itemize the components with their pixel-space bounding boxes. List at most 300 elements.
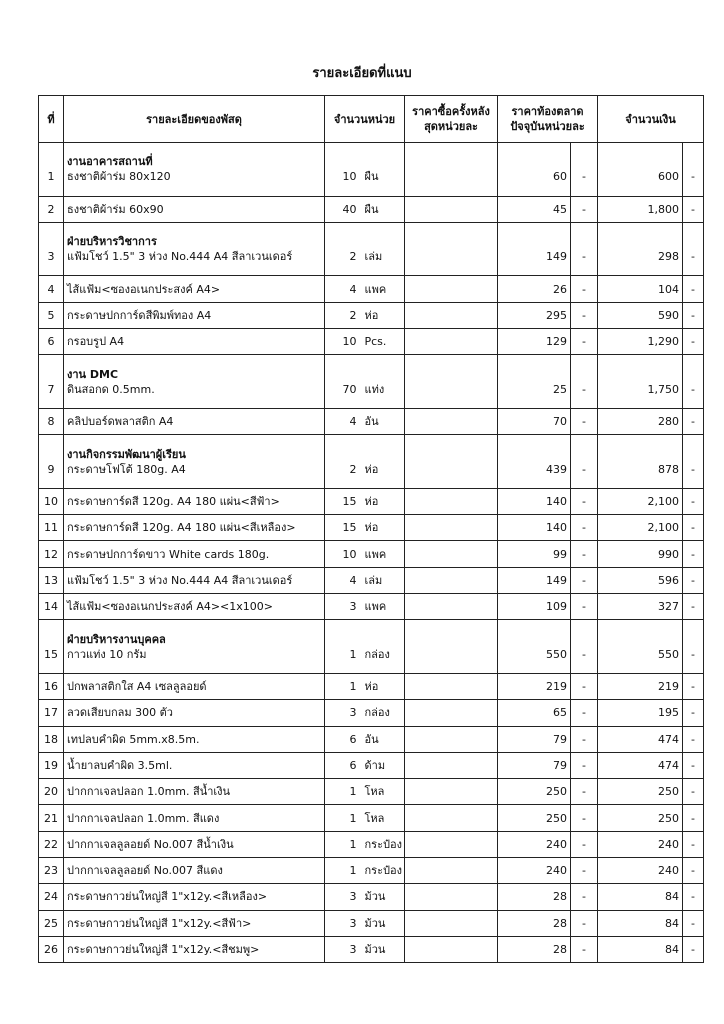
item-name: ไส้แฟ้ม<ซองอเนกประสงค์ A4> [64,276,325,302]
market-price: 99 [498,541,571,567]
amount: 474 [598,752,683,778]
table-row [39,302,704,328]
last-price [405,805,498,831]
item-unit: แพค [363,541,405,567]
market-price-dec: - [571,567,598,593]
last-price [405,302,498,328]
table-row [39,515,704,541]
last-price [405,248,498,276]
item-name: เทปลบคำผิด 5mm.x8.5m. [64,726,325,752]
market-price: 65 [498,700,571,726]
last-price-empty [405,143,498,169]
amount-dec: - [683,700,704,726]
last-price [405,461,498,489]
item-qty: 40 [325,196,363,222]
amount-dec: - [683,196,704,222]
item-name: คลิปบอร์ดพลาสติก A4 [64,408,325,434]
last-price [405,884,498,910]
item-qty: 4 [325,408,363,434]
last-price [405,858,498,884]
market-price: 439 [498,461,571,489]
item-unit: ห่อ [363,673,405,699]
amount: 878 [598,461,683,489]
amount: 84 [598,936,683,962]
header-last-price: ราคาซื้อครั้งหลังสุดหน่วยละ [405,96,498,143]
item-qty: 4 [325,276,363,302]
last-price [405,488,498,514]
item-name: ปากกาเจลลูลอยด์ No.007 สีแดง [64,858,325,884]
item-name: กระดาษกาวย่นใหญ่สี 1"x12y.<สีชมพู> [64,936,325,962]
row-number: 12 [39,541,64,567]
item-unit: แพค [363,594,405,620]
market-price: 240 [498,831,571,857]
market-price: 79 [498,752,571,778]
row-number: 3 [39,248,64,276]
table-row [39,673,704,699]
last-price [405,936,498,962]
market-price: 25 [498,381,571,409]
amount: 104 [598,276,683,302]
amount-dec-empty [683,355,704,381]
row-number-empty [39,143,64,169]
item-unit: ผืน [363,168,405,196]
table-row [39,329,704,355]
item-unit: ผืน [363,196,405,222]
amount-dec-empty [683,620,704,646]
item-unit: ห่อ [363,461,405,489]
row-number: 18 [39,726,64,752]
item-qty: 1 [325,805,363,831]
market-price: 28 [498,936,571,962]
unit-empty [363,143,405,169]
table-row [39,248,704,276]
table-row [39,936,704,962]
table-row [39,831,704,857]
row-number-empty [39,435,64,461]
item-qty: 2 [325,302,363,328]
market-price-empty [498,222,571,248]
item-name: แฟ้มโชว์ 1.5" 3 ห่วง No.444 A4 สีลาเวนเดอร์ [64,567,325,593]
item-qty: 1 [325,779,363,805]
amount-dec: - [683,381,704,409]
amount: 240 [598,858,683,884]
amount-dec: - [683,726,704,752]
item-qty: 10 [325,329,363,355]
market-price: 149 [498,248,571,276]
amount: 596 [598,567,683,593]
market-price: 79 [498,726,571,752]
item-qty: 1 [325,673,363,699]
row-number: 20 [39,779,64,805]
market-price-dec: - [571,726,598,752]
row-number: 25 [39,910,64,936]
table-row [39,408,704,434]
amount: 590 [598,302,683,328]
amount: 2,100 [598,488,683,514]
category-label: งานอาคารสถานที่ [64,143,325,169]
item-unit: กระป๋อง [363,831,405,857]
market-price-dec: - [571,831,598,857]
row-number: 11 [39,515,64,541]
amount-dec-empty [683,435,704,461]
amount: 600 [598,168,683,196]
item-unit: เล่ม [363,567,405,593]
table-row [39,567,704,593]
last-price [405,276,498,302]
row-number: 10 [39,488,64,514]
amount-dec-empty [683,222,704,248]
last-price [405,408,498,434]
amount-dec: - [683,248,704,276]
amount-dec: - [683,594,704,620]
last-price [405,168,498,196]
item-name: ลวดเสียบกลม 300 ตัว [64,700,325,726]
item-qty: 15 [325,515,363,541]
market-price-dec: - [571,936,598,962]
last-price-empty [405,355,498,381]
amount-dec-empty [683,143,704,169]
market-price: 109 [498,594,571,620]
qty-empty [325,143,363,169]
item-unit: ห่อ [363,302,405,328]
amount-dec: - [683,461,704,489]
market-price-dec: - [571,515,598,541]
amount: 219 [598,673,683,699]
amount: 327 [598,594,683,620]
amount-dec: - [683,831,704,857]
row-number: 22 [39,831,64,857]
item-qty: 70 [325,381,363,409]
amount: 298 [598,248,683,276]
header-no: ที่ [39,96,64,143]
qty-empty [325,620,363,646]
amount-dec: - [683,567,704,593]
category-label: ฝ่ายบริหารวิชาการ [64,222,325,248]
unit-empty [363,222,405,248]
row-number: 26 [39,936,64,962]
amount: 550 [598,646,683,674]
amount: 195 [598,700,683,726]
item-qty: 1 [325,646,363,674]
market-price: 26 [498,276,571,302]
item-unit: โหล [363,779,405,805]
table-body [39,143,704,963]
market-price-dec-empty [571,620,598,646]
amount: 84 [598,884,683,910]
item-name: ดินสอกด 0.5mm. [64,381,325,409]
market-price: 250 [498,779,571,805]
item-unit: แพค [363,276,405,302]
qty-empty [325,222,363,248]
row-number: 19 [39,752,64,778]
item-unit: ม้วน [363,936,405,962]
table-row [39,884,704,910]
item-unit: Pcs. [363,329,405,355]
row-number: 15 [39,646,64,674]
market-price-dec: - [571,858,598,884]
page-title: รายละเอียดที่แนบ [312,66,412,81]
market-price-dec: - [571,646,598,674]
item-qty: 6 [325,726,363,752]
row-number: 6 [39,329,64,355]
last-price-empty [405,435,498,461]
item-name: กระดาษกาวย่นใหญ่สี 1"x12y.<สีฟ้า> [64,910,325,936]
table-row [39,461,704,489]
market-price: 140 [498,488,571,514]
last-price [405,726,498,752]
item-name: ปากกาเจลลูลอยด์ No.007 สีน้ำเงิน [64,831,325,857]
row-number: 8 [39,408,64,434]
market-price-dec: - [571,329,598,355]
item-unit: ม้วน [363,884,405,910]
amount: 1,290 [598,329,683,355]
last-price [405,646,498,674]
item-unit: เล่ม [363,248,405,276]
row-number: 2 [39,196,64,222]
amount-dec: - [683,752,704,778]
amount-dec: - [683,515,704,541]
item-name: กระดาษปกการ์ดสีพิมพ์ทอง A4 [64,302,325,328]
market-price-empty [498,620,571,646]
table-row [39,858,704,884]
amount: 1,750 [598,381,683,409]
market-price: 219 [498,673,571,699]
last-price [405,515,498,541]
market-price: 70 [498,408,571,434]
market-price-dec: - [571,673,598,699]
market-price-dec: - [571,700,598,726]
amount-empty [598,143,683,169]
last-price [405,831,498,857]
table-row [39,805,704,831]
market-price-dec-empty [571,222,598,248]
unit-empty [363,620,405,646]
table-row [39,726,704,752]
row-number: 21 [39,805,64,831]
last-price [405,196,498,222]
market-price: 60 [498,168,571,196]
amount-dec: - [683,541,704,567]
amount: 84 [598,910,683,936]
unit-empty [363,355,405,381]
amount-dec: - [683,910,704,936]
table-row [39,168,704,196]
amount-dec: - [683,805,704,831]
category-row [39,143,704,169]
table-row [39,488,704,514]
market-price: 550 [498,646,571,674]
table-row [39,700,704,726]
item-name: กระดาษการ์ดสี 120g. A4 180 แผ่น<สีเหลือง> [64,515,325,541]
last-price [405,752,498,778]
last-price [405,567,498,593]
item-qty: 3 [325,594,363,620]
header-amount: จำนวนเงิน [598,96,704,143]
header-qty-unit: จำนวนหน่วย [325,96,405,143]
item-name: กระดาษการ์ดสี 120g. A4 180 แผ่น<สีฟ้า> [64,488,325,514]
amount: 2,100 [598,515,683,541]
item-qty: 3 [325,700,363,726]
category-row [39,620,704,646]
item-qty: 6 [325,752,363,778]
market-price: 240 [498,858,571,884]
items-table [38,95,704,963]
amount-empty [598,222,683,248]
last-price [405,779,498,805]
amount-dec: - [683,302,704,328]
item-unit: กล่อง [363,646,405,674]
amount-empty [598,435,683,461]
row-number: 24 [39,884,64,910]
amount: 250 [598,779,683,805]
item-name: ปากกาเจลปลอก 1.0mm. สีน้ำเงิน [64,779,325,805]
header-details: รายละเอียดของพัสดุ [64,96,325,143]
market-price-dec-empty [571,143,598,169]
amount-empty [598,620,683,646]
last-price [405,700,498,726]
item-name: แฟ้มโชว์ 1.5" 3 ห่วง No.444 A4 สีลาเวนเดอร์ [64,248,325,276]
amount-dec: - [683,488,704,514]
amount-empty [598,355,683,381]
market-price: 28 [498,910,571,936]
item-qty: 10 [325,541,363,567]
category-label: งานกิจกรรมพัฒนาผู้เรียน [64,435,325,461]
market-price: 45 [498,196,571,222]
row-number: 4 [39,276,64,302]
table-row [39,196,704,222]
item-name: ไส้แฟ้ม<ซองอเนกประสงค์ A4><1x100> [64,594,325,620]
category-label: งาน DMC [64,355,325,381]
market-price-dec: - [571,805,598,831]
row-number: 7 [39,381,64,409]
market-price: 129 [498,329,571,355]
header-market-price: ราคาท้องตลาดปัจจุบันหน่วยละ [498,96,598,143]
market-price-empty [498,435,571,461]
item-unit: ด้าม [363,752,405,778]
item-unit: ห่อ [363,515,405,541]
unit-empty [363,435,405,461]
amount-dec: - [683,858,704,884]
amount-dec: - [683,168,704,196]
amount-dec: - [683,276,704,302]
table-row [39,381,704,409]
item-unit: อัน [363,726,405,752]
table-row [39,594,704,620]
item-qty: 2 [325,461,363,489]
row-number: 1 [39,168,64,196]
item-qty: 3 [325,884,363,910]
market-price-dec: - [571,461,598,489]
row-number: 23 [39,858,64,884]
market-price-dec: - [571,381,598,409]
category-label: ฝ่ายบริหารงานบุคคล [64,620,325,646]
market-price: 140 [498,515,571,541]
item-qty: 3 [325,936,363,962]
table-row [39,752,704,778]
market-price-dec: - [571,541,598,567]
row-number-empty [39,620,64,646]
amount-dec: - [683,779,704,805]
table-row [39,910,704,936]
table-row [39,276,704,302]
row-number: 17 [39,700,64,726]
last-price [405,329,498,355]
market-price-dec-empty [571,355,598,381]
item-qty: 10 [325,168,363,196]
amount-dec: - [683,936,704,962]
table-row [39,541,704,567]
market-price: 295 [498,302,571,328]
market-price: 149 [498,567,571,593]
item-name: น้ำยาลบคำผิด 3.5ml. [64,752,325,778]
row-number-empty [39,222,64,248]
row-number: 5 [39,302,64,328]
amount-dec: - [683,884,704,910]
category-row [39,435,704,461]
amount-dec: - [683,408,704,434]
category-row [39,222,704,248]
item-unit: แท่ง [363,381,405,409]
amount: 240 [598,831,683,857]
last-price [405,910,498,936]
amount-dec: - [683,329,704,355]
table-row [39,646,704,674]
market-price-dec: - [571,168,598,196]
market-price-dec: - [571,752,598,778]
market-price-dec: - [571,779,598,805]
row-number: 16 [39,673,64,699]
market-price-dec: - [571,248,598,276]
market-price-dec: - [571,302,598,328]
item-name: กาวแท่ง 10 กรัม [64,646,325,674]
last-price [405,594,498,620]
last-price [405,673,498,699]
market-price-dec: - [571,910,598,936]
market-price-dec: - [571,488,598,514]
item-qty: 2 [325,248,363,276]
item-unit: กล่อง [363,700,405,726]
item-qty: 4 [325,567,363,593]
row-number-empty [39,355,64,381]
last-price [405,381,498,409]
item-name: ปากกาเจลปลอก 1.0mm. สีแดง [64,805,325,831]
item-unit: กระป๋อง [363,858,405,884]
item-unit: ห่อ [363,488,405,514]
market-price: 28 [498,884,571,910]
amount: 1,800 [598,196,683,222]
row-number: 14 [39,594,64,620]
amount: 990 [598,541,683,567]
last-price-empty [405,222,498,248]
qty-empty [325,355,363,381]
last-price-empty [405,620,498,646]
last-price [405,541,498,567]
item-name: กรอบรูป A4 [64,329,325,355]
market-price-dec: - [571,408,598,434]
amount-dec: - [683,673,704,699]
item-name: ปกพลาสติกใส A4 เซลลูลอยด์ [64,673,325,699]
item-name: กระดาษโฟโต้ 180g. A4 [64,461,325,489]
item-qty: 1 [325,831,363,857]
market-price: 250 [498,805,571,831]
market-price-dec: - [571,196,598,222]
amount: 250 [598,805,683,831]
row-number: 9 [39,461,64,489]
amount: 474 [598,726,683,752]
item-qty: 15 [325,488,363,514]
market-price-dec: - [571,884,598,910]
market-price-empty [498,143,571,169]
